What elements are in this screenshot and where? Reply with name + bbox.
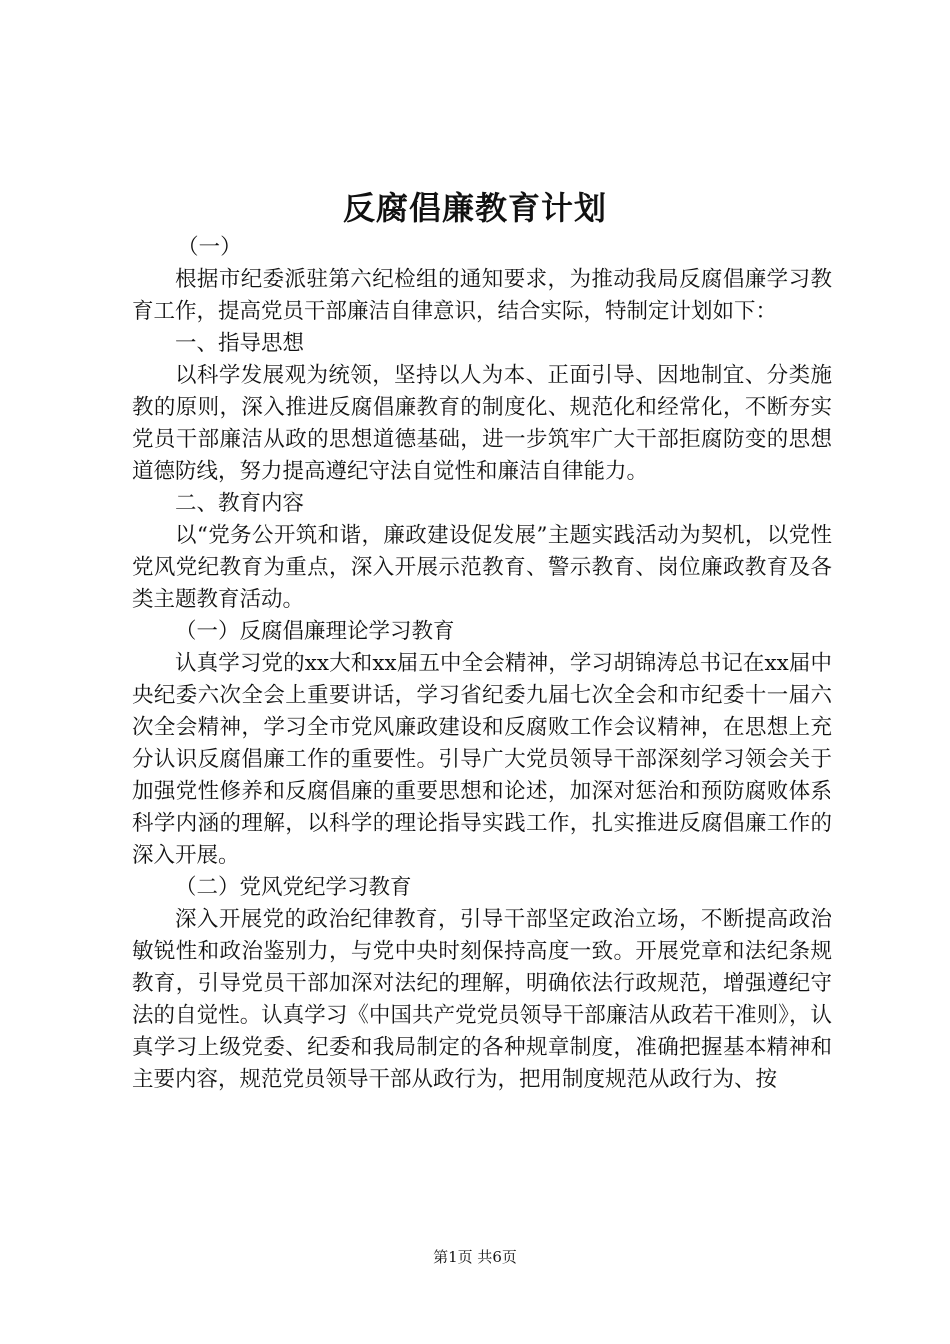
subheading-theory-study: （一）反腐倡廉理论学习教育 (175, 619, 455, 644)
page-footer: 第1页 共6页 (433, 1248, 517, 1266)
paragraph-education-content: 以“党务公开筑和谐，廉政建设促发展”主题实践活动为契机，以党性党风党纪教育为重点，深入开展示范教育、警示教育、岗位廉政教育及各类主题教育活动。 (132, 523, 832, 612)
document-title: 反腐倡廉教育计划 (342, 189, 607, 227)
section-marker: （一） (177, 235, 242, 260)
heading-education-content: 二、教育内容 (175, 491, 305, 516)
document-body (132, 232, 832, 1096)
paragraph-guiding-thought: 以科学发展观为统领，坚持以人为本、正面引导、因地制宜、分类施教的原则，深入推进反腐倡廉教育的制度化、规范化和经常化，不断夯实党员干部廉洁从政的思想道德基础，进一步筑牢广大干部拒腐防变的思想道德防线，努力提高遵纪守法自觉性和廉洁自律能力。 (132, 363, 832, 484)
paragraph-theory-study: 认真学习党的xx大和xx届五中全会精神，学习胡锦涛总书记在xx届中央纪委六次全会上重要讲话，学习省纪委九届七次全会和市纪委十一届六次全会精神，学习全市党风廉政建设和反腐败工作会议精神，在思想上充分认识反腐倡廉工作的重要性。引导广大党员领导干部深刻学习领会关于加强党性修养和反腐倡廉的重要思想和论述，加深对惩治和预防腐败体系科学内涵的理解，以科学的理论指导实践工作，扎实推进反腐倡廉工作的深入开展。 (132, 651, 832, 868)
paragraph-party-discipline: 深入开展党的政治纪律教育，引导干部坚定政治立场，不断提高政治敏锐性和政治鉴别力，与党中央时刻保持高度一致。开展党章和法纪条规教育，引导党员干部加深对法纪的理解，明确依法行政规范，增强遵纪守法的自觉性。认真学习《中国共产党党员领导干部廉洁从政若干准则》，认真学习上级党委、纪委和我局制定的各种规章制度，准确把握基本精神和主要内容，规范党员领导干部从政行为，把用制度规范从政行为、按 (132, 907, 832, 1092)
heading-guiding-thought: 一、指导思想 (175, 331, 305, 356)
subheading-party-discipline: （二）党风党纪学习教育 (175, 875, 412, 900)
intro-paragraph: 根据市纪委派驻第六纪检组的通知要求，为推动我局反腐倡廉学习教育工作，提高党员干部廉洁自律意识，结合实际，特制定计划如下： (132, 267, 832, 324)
